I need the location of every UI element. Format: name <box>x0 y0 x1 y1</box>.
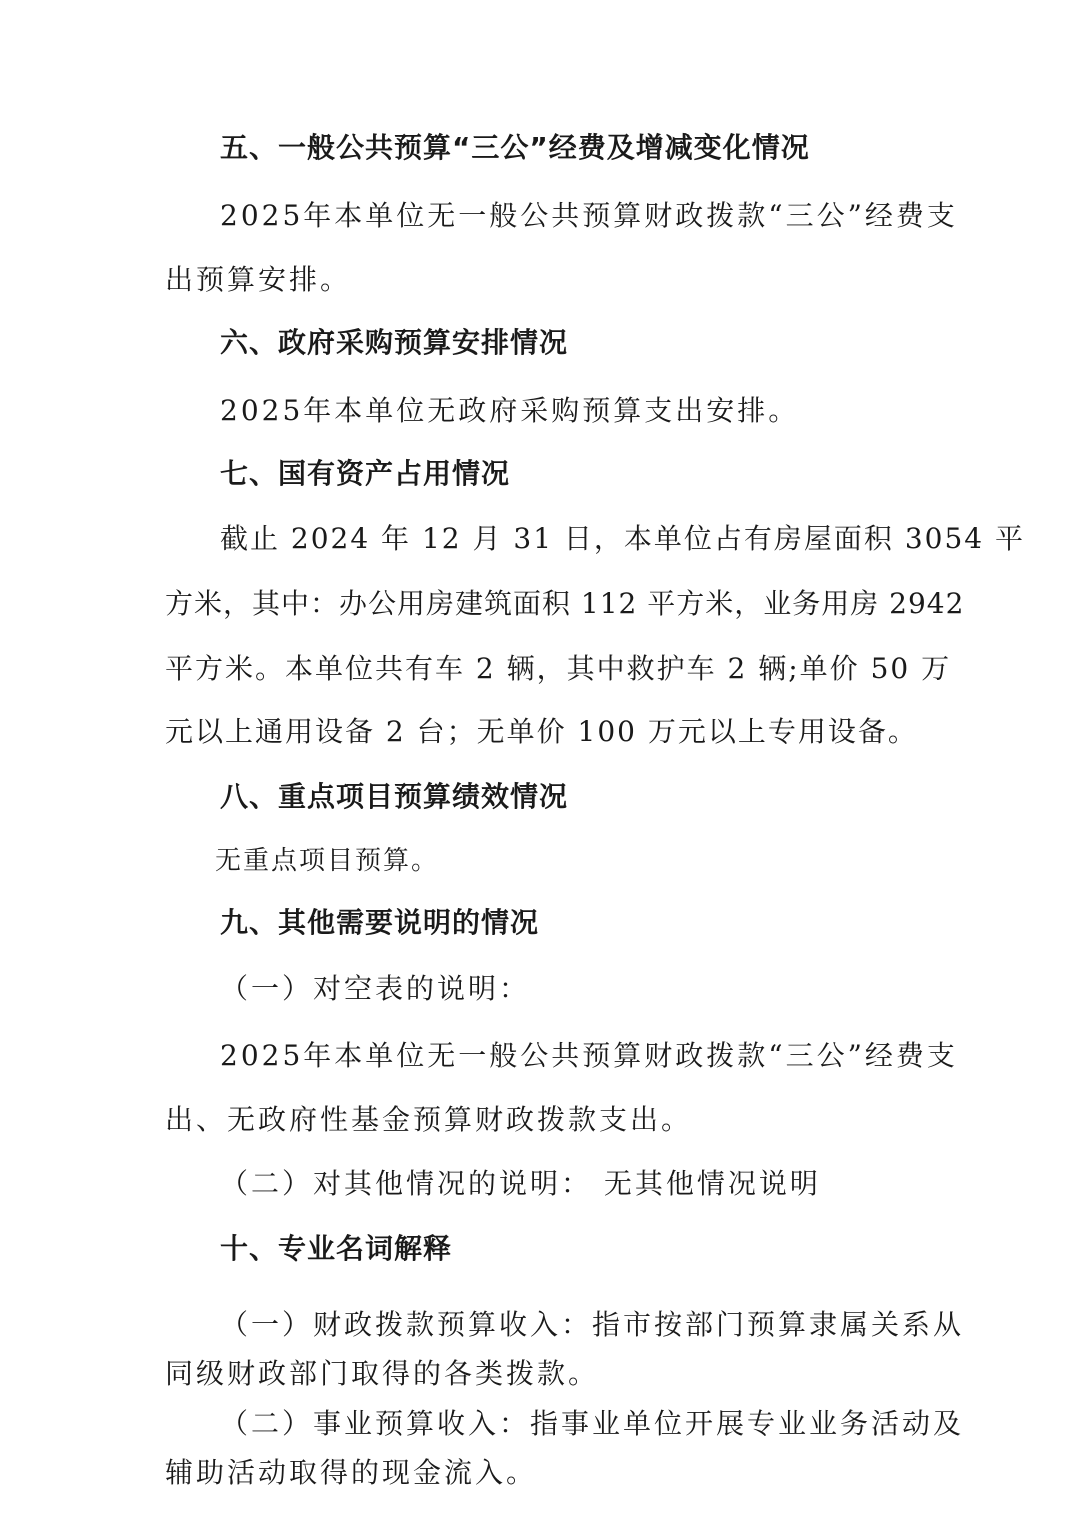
section-heading-8: 八、重点项目预算绩效情况 <box>220 780 569 813</box>
section-7-line-1: 截止 2024 年 12 月 31 日，本单位占有房屋面积 3054 平 <box>220 522 1025 555</box>
section-9-line-3: 出、无政府性基金预算财政拨款支出。 <box>165 1103 693 1136</box>
section-5-line-2: 出预算安排。 <box>165 263 352 296</box>
section-heading-9: 九、其他需要说明的情况 <box>220 906 540 939</box>
section-heading-7: 七、国有资产占用情况 <box>220 457 511 490</box>
section-heading-6: 六、政府采购预算安排情况 <box>220 326 569 359</box>
section-10-line-1: （一）财政拨款预算收入：指市按部门预算隶属关系从 <box>220 1308 965 1341</box>
section-heading-5: 五、一般公共预算“三公”经费及增减变化情况 <box>220 131 810 164</box>
section-10-line-4: 辅助活动取得的现金流入。 <box>165 1456 538 1489</box>
section-7-line-4: 元以上通用设备 2 台；无单价 100 万元以上专用设备。 <box>165 715 918 748</box>
section-10-line-3: （二）事业预算收入：指事业单位开展专业业务活动及 <box>220 1407 965 1440</box>
section-5-line-1: 2025年本单位无一般公共预算财政拨款“三公”经费支 <box>220 199 958 232</box>
section-8-line-1: 无重点项目预算。 <box>215 846 440 876</box>
section-10-line-2: 同级财政部门取得的各类拨款。 <box>165 1357 600 1390</box>
section-heading-10: 十、专业名词解释 <box>220 1232 453 1265</box>
section-6-line-1: 2025年本单位无政府采购预算支出安排。 <box>220 394 800 427</box>
section-9-line-1: （一）对空表的说明： <box>220 972 531 1005</box>
section-7-line-3: 平方米。本单位共有车 2 辆，其中救护车 2 辆;单价 50 万 <box>165 652 952 685</box>
section-9-line-2: 2025年本单位无一般公共预算财政拨款“三公”经费支 <box>220 1039 958 1072</box>
section-7-line-2: 方米，其中：办公用房建筑面积 112 平方米，业务用房 2942 <box>165 587 965 620</box>
section-9-line-4: （二）对其他情况的说明： 无其他情况说明 <box>220 1167 821 1200</box>
